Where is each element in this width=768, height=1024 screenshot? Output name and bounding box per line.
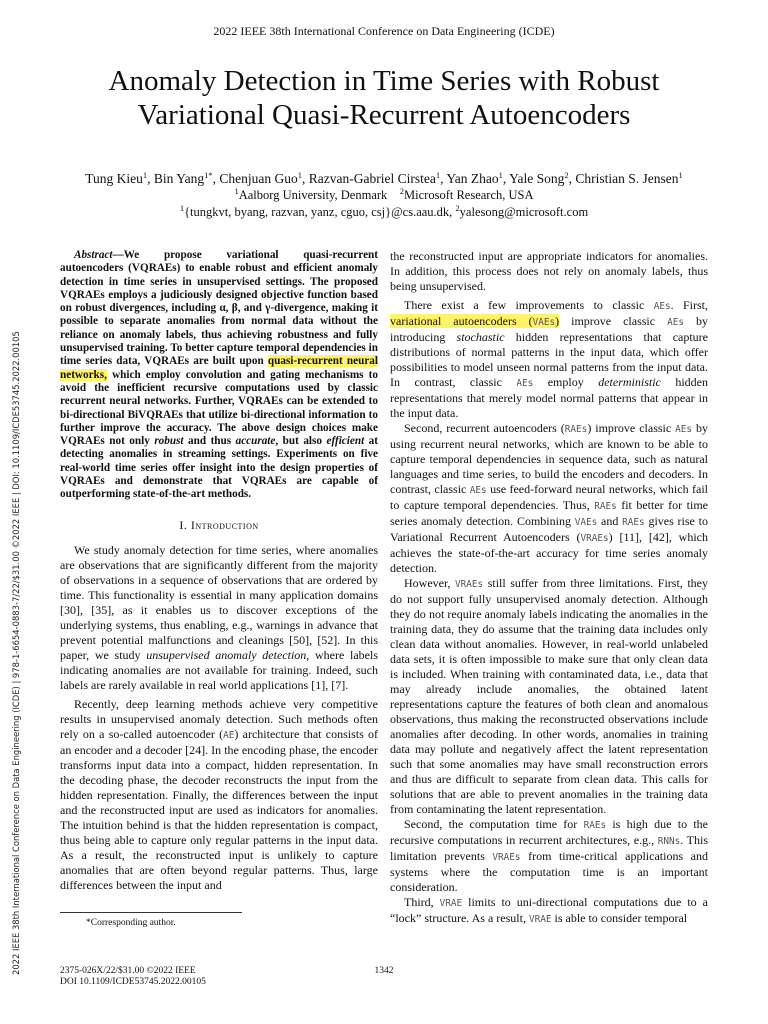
section-heading-introduction	[60, 518, 378, 533]
body-text: Third,	[404, 895, 440, 909]
aff1-marker: 1	[234, 186, 239, 196]
abstract-text: are capable of outperforming state-of-the-art methods.	[60, 475, 378, 501]
term-vraes: VRAEs	[492, 852, 521, 863]
term-vqraes: VQRAEs	[60, 288, 105, 301]
term-bivqraes: BiVQRAEs	[127, 408, 183, 421]
body-text: gives rise to Variational Recurrent Autoencoders (	[390, 514, 708, 544]
abstract-label: Abstract	[74, 249, 113, 261]
body-text: variational autoencoders (	[390, 314, 533, 328]
abstract-text: are built upon	[189, 355, 268, 368]
em-deterministic: deterministic	[598, 375, 661, 389]
right-paragraph-5	[390, 895, 708, 927]
body-text: However,	[404, 576, 456, 590]
abstract-text: and thus	[183, 435, 236, 448]
body-text: Recently, deep learning methods achieve very competitive results in unsupervised anomaly detection. Such methods often rely on a so-called autoencoder (	[60, 696, 378, 741]
term-rnns: RNNs	[657, 836, 681, 847]
email1-marker: 1	[179, 203, 185, 213]
email-list-1: {tungkvt, byang, razvan, yanz, cguo, csj}@cs.aau.dk,	[184, 205, 456, 219]
term-vqraes: VQRAEs	[241, 475, 287, 488]
body-text: is able to consider temporal	[551, 911, 688, 925]
em-efficient: efficient	[326, 435, 365, 448]
left-column	[60, 249, 378, 893]
right-paragraph-3	[390, 576, 708, 817]
author-list: Tung Kieu$^1$, Bin Yang$^{1*}$, Chenjuan Guo$^1$, Razvan-Gabriel Cirstea$^1$, Yan Zhao$^1$, Yale Song$^2$, Christian S. Jensen$^1$	[85, 170, 683, 186]
author-name: Tung Kieu	[85, 171, 143, 186]
term-vqraes: VQRAEs	[238, 395, 283, 408]
title-line-2: Variational Quasi-Recurrent Autoencoders	[137, 99, 631, 131]
body-text: ) [11], [42], which achieves the state-of-the-art accuracy for time series anomaly detection.	[390, 530, 708, 575]
right-paragraph-1	[390, 298, 708, 421]
body-text: , where labels indicating anomalies are not available for training. Indeed, such labels are rarely available in real world applications [1], [7].	[60, 647, 378, 692]
emails	[0, 204, 768, 220]
body-text: by using recurrent neural networks, which are known to be able to capture temporal dependencies in sequence data, such as natural languages and time series, to build the encoders and decoders. In contrast, classic	[390, 421, 708, 496]
em-robust: robust	[154, 435, 184, 448]
author-name: Yale Song	[509, 171, 565, 186]
term-aes: AEs	[469, 485, 487, 496]
highlight-vae	[390, 314, 559, 328]
abstract-text: employs a judiciously designed objective function based on robust divergences, including α, β, and γ-divergence, making it possible to separate anomalies from normal data without the reliance on anomaly labels, thus achieving robustness and fully unsupervised training. To better capture temporal dependencies in time series data,	[60, 288, 378, 368]
title-line-1: Anomaly Detection in Time Series with Robust	[108, 65, 660, 97]
author-affiliation-marker: 1*	[204, 170, 213, 180]
right-continuation: the reconstructed input are appropriate indicators for anomalies. In addition, this process does not rely on anomaly labels, thus being unsupervised.	[390, 249, 708, 293]
body-text: use feed-forward neural networks, which fail to capture temporal dependencies. Thus,	[390, 482, 708, 512]
author-name: Chenjuan Guo	[219, 171, 298, 186]
affiliations	[0, 187, 768, 203]
author-name: Christian S. Jensen	[575, 171, 679, 186]
affiliation-2: Microsoft Research, USA	[404, 188, 534, 202]
term-ae: AE	[223, 729, 235, 741]
body-text: ) improve classic	[587, 421, 676, 435]
term-raes: RAEs	[564, 424, 588, 435]
term-vraes: VRAEs	[580, 533, 609, 544]
right-column	[390, 249, 708, 927]
abstract	[60, 249, 378, 502]
email2-marker: 2	[455, 203, 460, 213]
abstract-text: which employ convolution and gating mechanisms to avoid the inefficient recursive computations used by classic recurrent neural networks. Further,	[60, 368, 378, 408]
conference-header: 2022 IEEE 38th International Conference on Data Engineering (ICDE)	[213, 24, 555, 38]
em-stochastic: stochastic	[456, 330, 505, 344]
author-affiliation-marker: 1	[297, 170, 303, 180]
section-number: I.	[179, 517, 191, 532]
footer-doi: DOI 10.1109/ICDE53745.2022.00105	[60, 977, 206, 987]
term-aes: AEs	[675, 424, 693, 435]
section-title: Introduction	[190, 517, 259, 532]
body-text: is high due to the recursive computations in recurrent architectures, e.g.,	[390, 817, 708, 847]
author-affiliation-marker: 1	[142, 170, 148, 180]
affiliation-1: Aalborg University, Denmark	[238, 188, 388, 202]
abstract-text: , but also	[275, 435, 327, 448]
email-list-2: yalesong@microsoft.com	[459, 205, 589, 219]
body-text: limits to uni-directional computations due to a “lock” structure. As a result,	[390, 895, 708, 925]
author-affiliation-marker: 1	[435, 170, 441, 180]
body-text: )	[555, 314, 560, 328]
term-raes: RAEs	[594, 501, 617, 512]
paper-title	[0, 64, 768, 132]
term-vqraes: VQRAEs	[60, 435, 105, 448]
footnote-rule	[60, 912, 242, 913]
intro-paragraph-2	[60, 697, 378, 893]
author-affiliation-marker: 1	[678, 170, 683, 180]
aff2-marker: 2	[399, 186, 405, 196]
body-text: . First,	[670, 298, 708, 312]
author-affiliation-marker: 2	[564, 170, 569, 180]
body-text: There exist a few improvements to classic	[404, 298, 654, 312]
term-aes: AEs	[653, 301, 671, 312]
term-vrae: VRAE	[528, 914, 552, 925]
body-text: Second, the computation time for	[404, 817, 584, 831]
author-affiliation-marker: 1	[498, 170, 503, 180]
intro-paragraph-1	[60, 543, 378, 693]
sidebar-citation: 2022 IEEE 38th International Conference on Data Engineering (ICDE) | 978-1-6654-0883-7/22/$31.00 ©2022 IEEE | DOI: 10.1109/ICDE53745.2022.00105	[11, 331, 21, 975]
body-text: improve classic	[559, 314, 668, 328]
body-text: . This limitation prevents	[390, 833, 709, 863]
abstract-text: ) to enable robust and efficient anomaly detection in time series in unsupervised settings. The proposed	[60, 262, 378, 288]
abstract-text: that utilize bi-directional information to further improve the accuracy. The above design choices make	[60, 408, 378, 434]
body-text: employ	[533, 375, 599, 389]
body-text: fit better for time series anomaly detection. Combining	[390, 498, 708, 528]
body-text: hidden representations that capture distributions of normal patterns in the input data, which offer possibilities to model unseen normal patterns from the input data. In contrast, classic	[390, 330, 708, 389]
body-text: by introducing	[390, 314, 708, 344]
body-text: We study anomaly detection for time series, where anomalies are observations that are significantly different from the majority of observations in a sequence of observations that are ordered by time. This functionality is essential in many application domains [30], [35], as it enables us to discover exceptions of the underlying systems, thus enabling, e.g., warnings in advance that prevent potential malfunctions and cleanings [50], [52]. In this paper, we study	[60, 542, 378, 662]
term-raes: RAEs	[583, 820, 607, 831]
term-aes: AEs	[667, 317, 684, 328]
right-paragraph-4	[390, 817, 708, 895]
page-number: 1342	[374, 966, 394, 976]
term-vqraes: VQRAEs	[131, 262, 177, 275]
body-text: still suffer from three limitations. First, they do not support fully unsupervised anomaly detection. Although they do not require anomaly labels indicating the anomalies in the training data, they do assume that the training data includes only clean data without anomalies. However, in real-world unlabeled data sets, it is often impossible to make sure that only clean data is included. When training with contaminated data, i.e., data that may already include anomalies, the obtained latent representations capture the features of both clean and anomalous observations, thus making the reconstructed observations include anomalies after decoding. In other words, anomalies in training data may pollute and negatively affect the latent representation such that some anomalies may have small reconstruction errors and thus are difficult to separate from clean data. This calls for solutions that are able to prevent anomalies in the training data from contaminating the latent representation.	[390, 576, 709, 816]
highlight-qrnn: quasi-recurrent neural networks,	[60, 355, 378, 381]
term-vaes: VAEs	[574, 517, 598, 528]
term-vraes: VRAEs	[455, 579, 484, 590]
abstract-text: at detecting anomalies in streaming settings. Experiments on five real-world time series offer insight into the design properties of	[60, 435, 379, 474]
right-paragraph-2	[390, 421, 708, 576]
em-accurate: accurate	[235, 435, 276, 448]
body-text: ) architecture that consists of an encoder and a decoder [24]. In the encoding phase, the encoder transforms input data into a compact, hidden representation. In the decoding phase, the decoder reconstructs the input from the hidden representation. Finally, the differences between the input and the reconstructed input are used as indicators for anomalies. The intuition behind is that the hidden representation is compact, thus being able to capture only regular patterns in the input data. As a result, the reconstructed input is unlikely to capture anomalies that are often beyond regular patterns. Thus, large differences between the input and	[60, 726, 378, 892]
body-text: hidden representations that merely model normal patterns that appear in the input data.	[390, 375, 708, 420]
em-unsupervised: unsupervised anomaly detection	[146, 647, 307, 662]
term-aes: AEs	[516, 378, 534, 389]
abstract-text: and demonstrate that	[104, 475, 242, 488]
term-vqraes: VQRAEs	[144, 355, 190, 368]
author-name: Bin Yang	[153, 171, 205, 186]
author-name: Yan Zhao	[446, 171, 499, 186]
term-raes: RAEs	[622, 517, 645, 528]
body-text: and	[597, 514, 623, 528]
term-vrae: VRAE	[439, 898, 463, 909]
term-vqraes: VQRAEs	[60, 475, 105, 488]
abstract-text: —We propose variational quasi-recurrent autoencoders (	[60, 249, 378, 275]
abstract-text: not only	[104, 435, 155, 448]
body-text: from time-critical applications and systems where the computation time is an important consideration.	[390, 849, 708, 894]
term-vaes: VAEs	[532, 317, 556, 328]
footer-issn: 2375-026X/22/$31.00 ©2022 IEEE	[60, 966, 196, 976]
body-text: Second, recurrent autoencoders (	[404, 421, 565, 435]
abstract-text: can be extended to bi-directional	[60, 395, 378, 421]
footnote: *Corresponding author.	[86, 918, 176, 928]
author-name: Razvan-Gabriel Cirstea	[308, 171, 436, 186]
